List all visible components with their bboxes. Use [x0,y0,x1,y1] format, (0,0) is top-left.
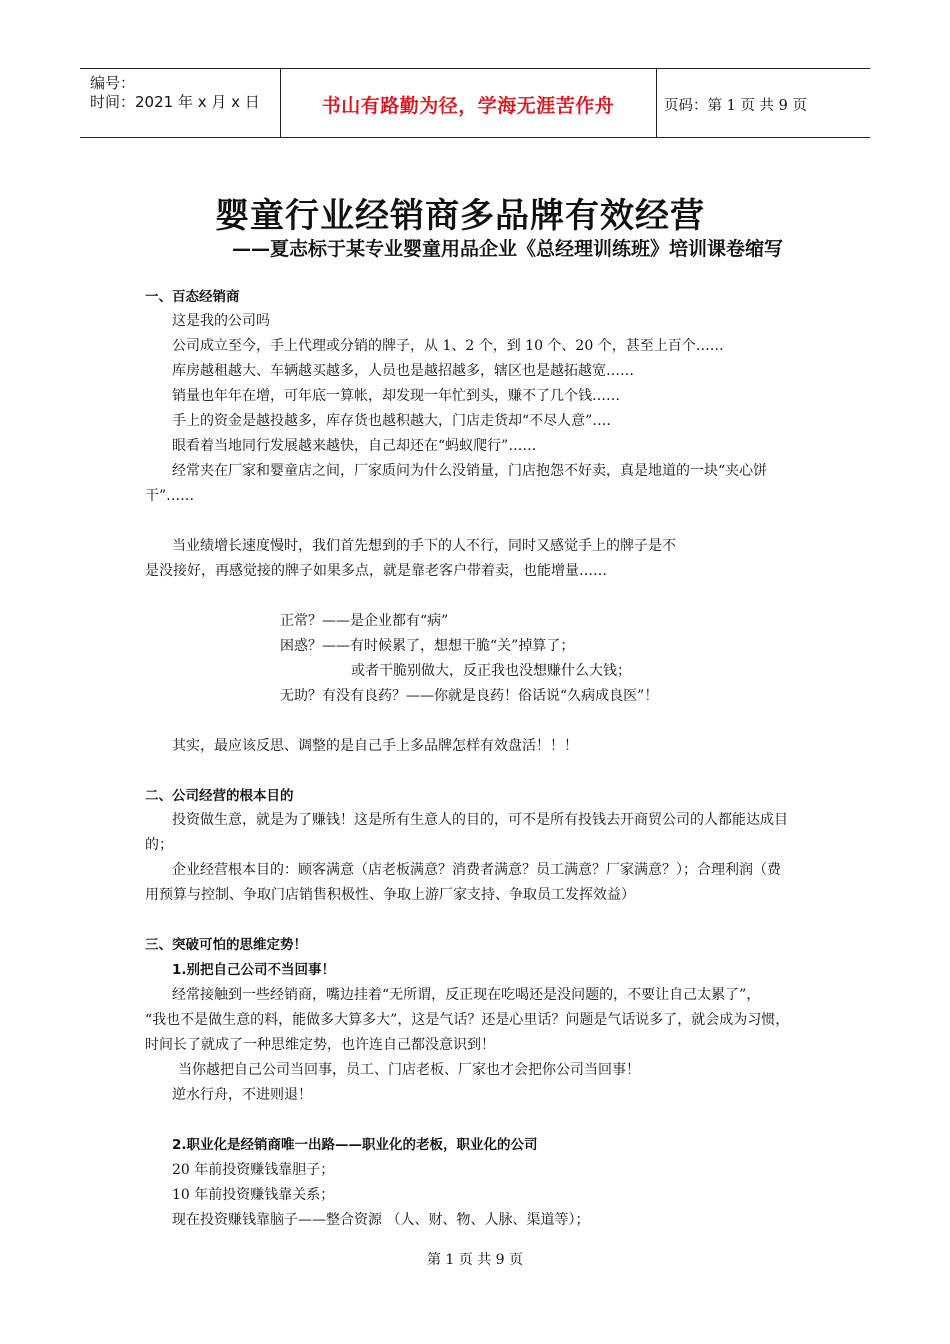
number-label: 编号： [90,74,136,92]
header-divider [656,69,657,137]
header-motto: 书山有路勤为径，学海无涯苦作舟 [321,95,615,117]
paragraph-line: 20 年前投资赚钱靠胆子； [172,1162,335,1178]
paragraph-line: 当业绩增长速度慢时，我们首先想到的手下的人不行，同时又感觉手上的牌子是不 [172,538,676,554]
paragraph-line: 公司成立至今，手上代理或分销的牌子，从 1、2 个，到 10 个、20 个，甚至上百个…… [172,338,724,354]
paragraph-line: “我也不是做生意的料，能做多大算多大”，这是气话？还是心里话？问题是气话说多了，就会成为习惯， [145,1012,790,1028]
paragraph-line: 的； [145,837,173,853]
indented-line: 无助？有没有良药？——你就是良药！俗话说“久病成良医”！ [280,688,659,704]
section-heading: 一、百态经销商 [145,289,240,305]
paragraph-line: 经常夹在厂家和婴童店之间，厂家质问为什么没销量，门店抱怨不好卖，真是地道的一块“夹心饼 [172,463,768,479]
subsection-heading: 2.职业化是经销商唯一出路——职业化的老板，职业化的公司 [172,1137,538,1153]
paragraph-line: 库房越租越大、车辆越买越多，人员也是越招越多，辖区也是越拓越宽…… [172,363,634,379]
paragraph-line: 眼看着当地同行发展越来越快，自己却还在“蚂蚁爬行”…… [172,438,537,454]
paragraph-line: 销量也年年在增，可年底一算帐，却发现一年忙到头，赚不了几个钱…… [172,388,620,404]
document-subtitle: ——夏志标于某专业婴童用品企业《总经理训练班》培训课卷缩写 [232,238,784,260]
paragraph-line: 时间长了就成了一种思维定势，也许连自己都没意识到！ [145,1037,495,1053]
header-meta [90,74,260,112]
time-label: 时间：2021 年 x 月 x 日 [90,93,260,111]
section-heading: 三、突破可怕的思维定势！ [145,937,307,953]
paragraph-line: 其实，最应该反思、调整的是自己手上多品牌怎样有效盘活！！！ [172,738,578,754]
paragraph-line: 企业经营根本目的：顾客满意（店老板满意？消费者满意？员工满意？厂家满意？）；合理利润（费 [172,862,781,878]
paragraph-line: 这是我的公司吗 [172,313,270,329]
section-heading: 二、公司经营的根本目的 [145,788,294,804]
indented-line: 困惑？——有时候累了，想想干脆“关”掉算了； [280,638,575,654]
indented-line: 正常？——是企业都有“病” [280,613,449,629]
page-header [80,68,870,138]
header-page-info: 页码：第 1 页 共 9 页 [664,98,807,114]
subsection-heading: 1.别把自己公司不当回事！ [172,962,336,978]
paragraph-line: 投资做生意，就是为了赚钱！这是所有生意人的目的，可不是所有投钱去开商贸公司的人都能达成目 [172,812,788,828]
paragraph-line: 逆水行舟，不进则退！ [172,1087,312,1103]
paragraph-line: 经常接触到一些经销商，嘴边挂着“无所谓，反正现在吃喝还是没问题的，不要让自己太累了”， [172,987,761,1003]
paragraph-line: 是没接好，再感觉接的牌子如果多点，就是靠老客户带着卖，也能增量…… [145,563,607,579]
paragraph-line: 当你越把自己公司当回事，员工、门店老板、厂家也才会把你公司当回事！ [178,1062,640,1078]
paragraph-line: 干”…… [145,488,195,504]
paragraph-line: 10 年前投资赚钱靠关系； [172,1187,335,1203]
paragraph-line: 用预算与控制、争取门店销售积极性、争取上游厂家支持、争取员工发挥效益） [145,887,635,903]
paragraph-line: 现在投资赚钱靠脑子——整合资源 （人、财、物、人脉、渠道等）； [172,1212,590,1228]
indented-line: 或者干脆别做大，反正我也没想赚什么大钱； [351,663,631,679]
document-title: 婴童行业经销商多品牌有效经营 [215,196,705,236]
page-footer: 第 1 页 共 9 页 [426,1252,524,1268]
paragraph-line: 手上的资金是越投越多，库存货也越积越大，门店走货却“不尽人意”…. [172,413,611,429]
